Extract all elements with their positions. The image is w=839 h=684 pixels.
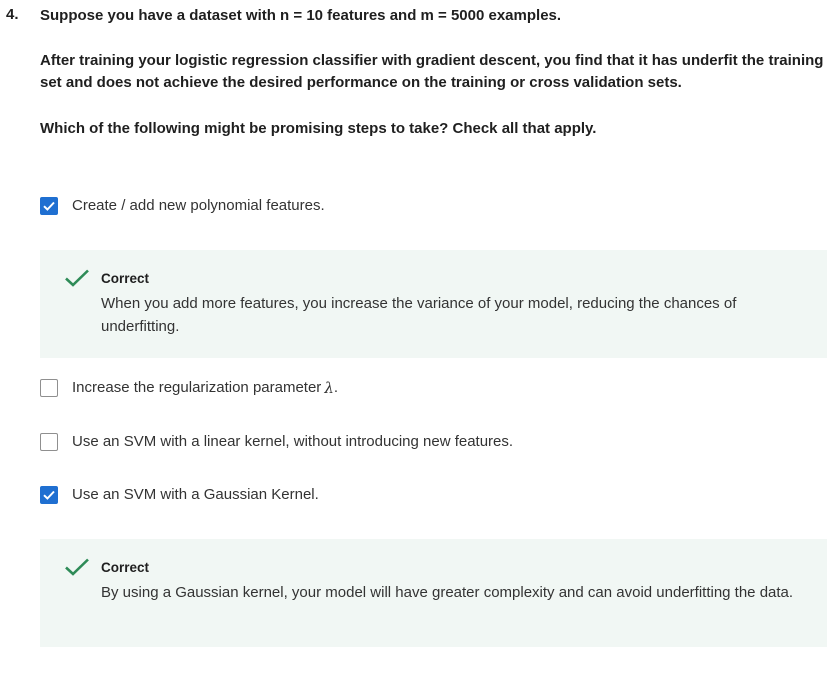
option-label: Increase the regularization parameter: [72, 379, 322, 396]
check-mark-icon: [64, 557, 90, 577]
option-1[interactable]: [40, 195, 325, 217]
checkbox-checked-icon[interactable]: [40, 486, 58, 504]
feedback-correct-1: [40, 250, 827, 358]
question-body: [40, 5, 830, 140]
checkbox-unchecked-icon[interactable]: [40, 379, 58, 397]
feedback-text: When you add more features, you increase the variance of your model, reducing the chances of underfitting.: [101, 295, 737, 335]
question-number: 4.: [6, 6, 19, 23]
check-mark-icon: [64, 268, 90, 288]
option-2[interactable]: [40, 377, 338, 399]
option-3[interactable]: [40, 431, 513, 453]
checkbox-unchecked-icon[interactable]: [40, 433, 58, 451]
feedback-title: Correct: [101, 270, 150, 286]
question-prompt: Which of the following might be promising steps to take? Check all that apply.: [40, 120, 597, 137]
feedback-text: By using a Gaussian kernel, your model will have greater complexity and can avoid underfitting the data.: [101, 584, 794, 601]
checkbox-checked-icon[interactable]: [40, 197, 58, 215]
option-label: Create / add new polynomial features.: [72, 197, 325, 214]
option-label: Use an SVM with a Gaussian Kernel.: [72, 486, 319, 503]
option-label: Use an SVM with a linear kernel, without introducing new features.: [72, 433, 514, 450]
question-paragraph-1: Suppose you have a dataset with n = 10 features and m = 5000 examples.: [40, 7, 562, 24]
feedback-correct-4: [40, 539, 827, 647]
feedback-title: Correct: [101, 559, 150, 575]
lambda-symbol: λ: [324, 379, 334, 397]
question-paragraph-2: After training your logistic regression classifier with gradient descent, you find that it has underfit the training set and does not achieve the desired performance on the training or cross validation sets.: [40, 52, 824, 91]
option-label-suffix: .: [333, 379, 338, 396]
option-4[interactable]: [40, 484, 319, 506]
